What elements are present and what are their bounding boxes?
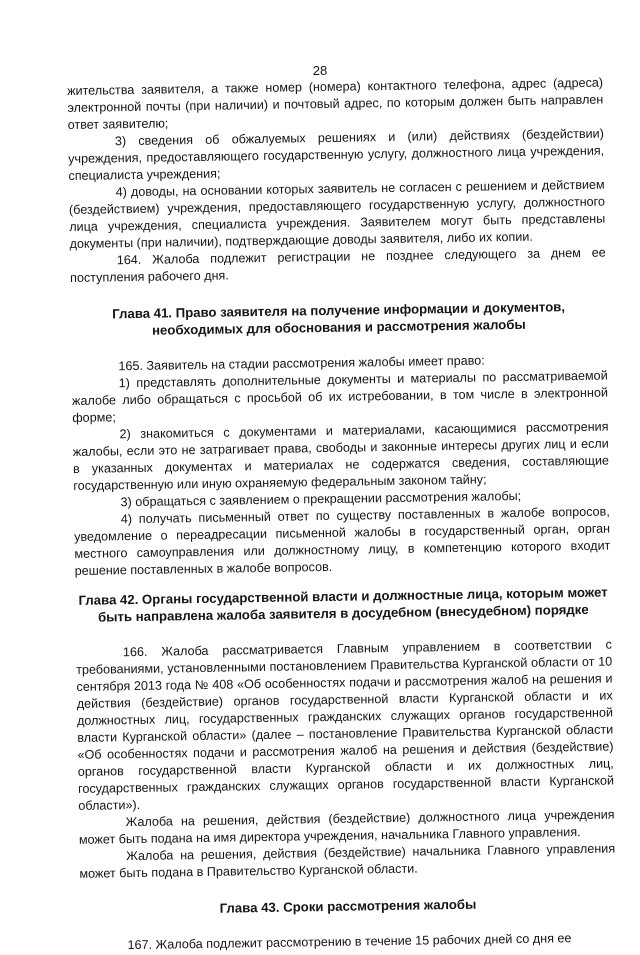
paragraph-complaint-official: Жалоба на решения, действия (бездействие) должностного лица учреждения может быть подана на имя директора учреждения, начальника Главного управления. [78, 807, 615, 847]
paragraph-165-rights: 165. Заявитель на стадии рассмотрения жалобы имеет право: [118, 353, 485, 374]
paragraph-165-item-2: 2) знакомиться с документами и материалами, касающимися рассмотрения жалобы, если это не затрагивает права, свободы и законные интересы других лиц и если в указанных документах и материалах не содержатся сведения, составляющие государственную или иную охраняемую федеральным законом тайну; [72, 419, 610, 493]
paragraph-164-registration: 164. Жалоба подлежит регистрации не позднее следующего за днем ее поступления рабочего дня. [69, 245, 606, 285]
paragraph-165-item-3: 3) обращаться с заявлением о прекращении рассмотрения жалобы; [120, 488, 522, 510]
paragraph-167-terms: 167. Жалоба подлежит рассмотрению в течение 15 рабочих дней со дня ее [127, 931, 572, 953]
chapter-42-heading: Глава 42. Органы государственной власти и должностные лица, которым может быть направлена жалоба заявителя в досудебном (внесудебном) порядке [78, 584, 608, 625]
paragraph-item-3-appealed-decisions: 3) сведения об обжалуемых решениях и (или) действиях (бездействии) учреждения, предоставляющего государственную услугу, должностного лица учреждения, специалиста учреждения; [68, 126, 605, 183]
document-body [67, 75, 617, 955]
paragraph-applicant-contacts: жительства заявителя, а также номер (номера) контактного телефона, адрес (адреса) электронной почты (при наличии) и почтовый адрес, по которым должен быть направлен ответ заявителю; [67, 75, 604, 132]
paragraph-165-item-1: 1) представлять дополнительные документы и материалы по рассматриваемой жалобе либо обращаться с просьбой об их истребовании, в том числе в электронной форме; [71, 368, 609, 425]
paragraph-item-4-arguments: 4) доводы, на основании которых заявитель не согласен с решением и действием (бездействием) учреждения, предоставляющего государственную услугу, должностного лица учреждения, специалиста учреждения. Заявителем могут быть представлены документы (при наличии), подтверждающие доводы заявителя, либо их копии. [68, 177, 606, 251]
paragraph-166-consideration: 166. Жалоба рассматривается Главным управлением в соответствии с требованиями, установленными постановлением Правительства Курганской области от 10 сентября 2013 года № 408 «Об особенностях подачи и рассмотрения жалоб на решения и действия (бездействие) органов государственной власти Курганской области и их должностных лиц, государственных гражданских служащих органов государственной власти Курганской области» (далее – постановление Правительства Курганской области «Об особенностях подачи и рассмотрения жалоб на решения и действия (бездействие) органов государственной власти Курганской области и их должностных лиц, государственных гражданских служащих органов государственной власти Курганской области»). [76, 637, 615, 813]
chapter-43-heading: Глава 43. Сроки рассмотрения жалобы [219, 896, 477, 916]
chapter-41-heading: Глава 41. Право заявителя на получение информации и документов, необходимых для обоснования и рассмотрения жалобы [112, 299, 566, 338]
page-number: 28 [312, 63, 328, 78]
paragraph-165-item-4: 4) получать письменный ответ по существу поставленных в жалобе вопросов, уведомление о переадресации письменной жалобы в государственный орган, орган местного самоуправления или должностному лицу, в компетенцию которого входит решение поставленных в жалобе вопросов. [74, 504, 611, 578]
paragraph-complaint-head: Жалоба на решения, действия (бездействие) начальника Главного управления может быть подана в Правительство Курганской области. [79, 841, 616, 881]
